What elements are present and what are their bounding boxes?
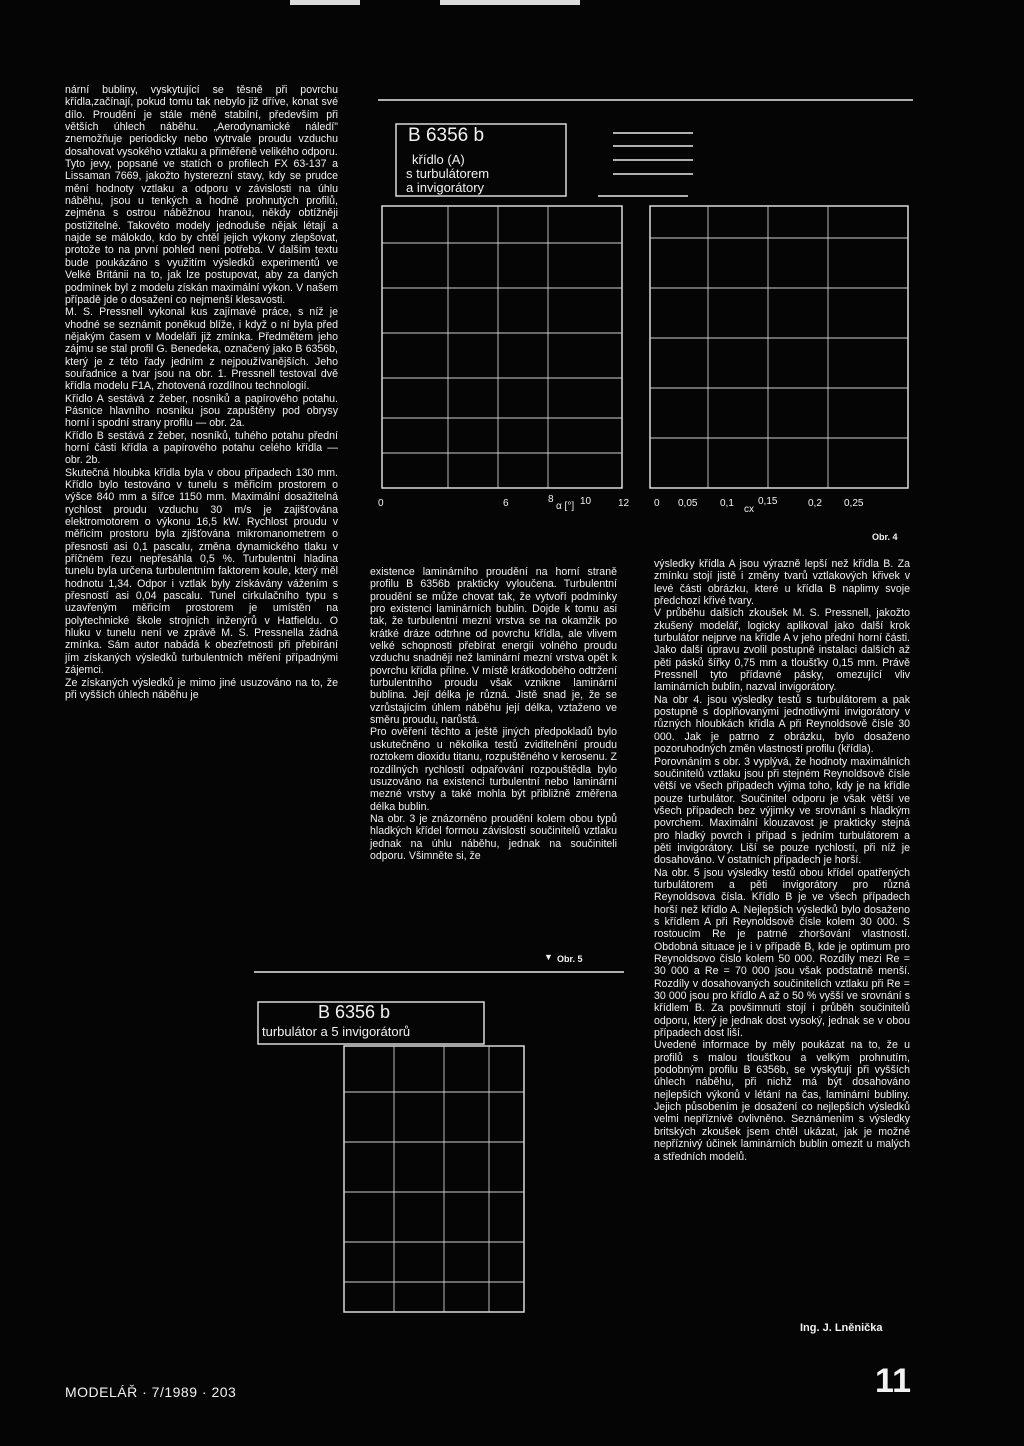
fig5-title: B 6356 b xyxy=(318,1002,391,1022)
fig4-subtitle-2: s turbulátorem xyxy=(406,166,490,181)
fig4-cx-tick-005: 0,05 xyxy=(678,498,698,509)
top-rule xyxy=(290,0,360,5)
column-2-text: existence laminárního proudění na horní straně profilu B 6356b prakticky vyloučena. Turbulentní proudění se může chovat tak, že vytvoří podmínky pro existenci laminárních bublin. Dojde k tomu asi tak, že turbulentní mezní vrstva se na okamžik po krátké dráze odtrhne od povrchu křídla, ale vlivem velké schopnosti přebírat energii volného proudu vzduchu snadněji než laminární mezní vrstva opět k povrchu křídla přilne. V místě krátkodobého odtržení turbulentního proudu však vznikne laminární bublina. Její délka je různá. Jistě snad je, že se vzrůstajícím úhlem náběhu její délka, vztaženo ve směru proudu, narůstá. Pro ověření těchto a ještě jiných předpokladů bylo uskutečněno u několika testů zviditelnění proudu roztokem dioxidu titanu, rozpuštěného v kerosenu. Z rozdílných rychlostí odpařování rozpouštědla bylo usuzováno na existenci turbulentní nebo laminární mezné vrstvy a také mohla být přibližně změřena délka bublin. Na obr. 3 je znázorněno proudění kolem obou typů hladkých křídel formou závislostí součinitelů vztlaku jednak na úhlu náběhu, jednak na součiniteli odporu. Všimněte si, že xyxy=(370,566,617,862)
top-rule xyxy=(440,0,580,5)
fig4-cx-tick-01: 0,1 xyxy=(720,498,734,509)
fig5-subtitle: turbulátor a 5 invigorátorů xyxy=(262,1024,411,1039)
fig4-cx-tick-025: 0,25 xyxy=(844,498,864,509)
fig4-alpha-tick-8: 8 xyxy=(548,494,554,505)
plot-frame xyxy=(344,1046,524,1312)
fig4-alpha-label: α [°] xyxy=(556,501,575,512)
fig4-cx-label: cx xyxy=(744,504,754,515)
plot-frame-left xyxy=(382,206,622,488)
figure-5 xyxy=(254,962,634,1322)
fig4-alpha-tick-10: 10 xyxy=(580,496,592,507)
fig5-caption: Obr. 5 xyxy=(557,954,583,964)
fig4-cx-tick-02: 0,2 xyxy=(808,498,822,509)
fig4-subtitle-1: křídlo (A) xyxy=(412,152,465,167)
fig4-cx-tick-0: 0 xyxy=(654,498,660,509)
fig5-marker-icon: ▼ xyxy=(544,952,553,962)
column-1-text: nární bubliny, vyskytující se těsně při povrchu křídla,začínají, pokud tomu tak nebylo již dříve, konat své dílo. Proudění je stále méně stabilní, především při větších úhlech náběhu. „Aerodynamické náledí" znemožňuje periodicky nebo vytrvale proudu vzduchu dosahovat vysokého vztlaku a přiměřeně velikého odporu. Tyto jevy, popsané ve statích o profilech FX 63-137 a Lissaman 7669, jakožto hysterezní stavy, kdy se prudce mění hodnoty vztlaku a odporu v závislosti na úhlu náběhu, jsou u tenkých a hodně prohnutých profilů, zejména s ostrou náběžnou hranou, někdy obtížněji postižitelné. Takovéto modely jednoduše nějak létají a najde se málokdo, kdo by chtěl jejich výkony zlepšovat, protože to na první pohled není potřeba. V dalším textu bude poukázáno s využitím výsledků experimentů ve Velké Británii na to, jak lze postupovat, aby za daných podmínek byl z modelu získán maximální výkon. V našem případě jde o dosažení co nejmenší klesavosti. M. S. Pressnell vykonal kus zajímavé práce, s níž je vhodné se seznámit poněkud blíže, i když o ní byla před nějakým časem v Modeláři již zmínka. Předmětem jeho zájmu se stal profil G. Benedeka, označený jako B 6356b, který je z této řady jedním z nejpoužívanějších. Jeho souřadnice a tvar jsou na obr. 1. Pressnell testoval dvě křídla modelu F1A, zhotovená rozdílnou technologií. Křídlo A sestává z žeber, nosníků a papírového potahu. Pásnice hlavního nosníku jsou zapuštěny pod obrysy horní i spodní strany profilu — obr. 2a. Křídlo B sestává z žeber, nosníků, tuhého potahu přední horní části křídla a papírového potahu celého křídla — obr. 2b. Skutečná hloubka křídla byla v obou případech 130 mm. Křídlo bylo testováno v tunelu s měřicím prostorem o výšce 840 mm a šířce 1150 mm. Maximální dosažitelná rychlost proudu vzduchu 30 m/s je zajišťována elektromotorem o výkonu 16,5 kW. Rychlost proudu v měřicím prostoru byla zjišťována mikromanometrem o přesnosti asi 0,1 pascalu, změna dynamického tlaku v příčném řezu nepřesáhla 0,5 %. Turbulentní hladina tunelu byla určena turbulentním faktorem koule, který měl hodnotu 1,34. Odpor i vztlak byly získávány vážením s přesností asi 0,04 pascalu. Tunel cirkulačního typu s uzavřeným měřicím prostorem je umístěn na polytechnické škole strojních inženýrů v Hatfieldu. O hluku v tunelu není ve zprávě M. S. Pressnella žádná zmínka. Sám autor nabádá k obezřetnosti při přebírání jím získaných výsledků turbulentních měření případnými zájemci. Ze získaných výsledků je mimo jiné usuzováno na to, že při vyšších úhlech náběhu je xyxy=(65,84,338,701)
author-signature: Ing. J. Lněnička xyxy=(800,1322,883,1334)
fig4-alpha-tick-0: 0 xyxy=(378,498,384,509)
fig4-cx-tick-015: 0,15 xyxy=(758,496,778,507)
page-footer: MODELÁŘ · 7/1989 · 203 xyxy=(65,1384,237,1400)
column-3-text: výsledky křídla A jsou výrazně lepší než křídla B. Za zmínku stojí jistě i změny tvarů vztlakových křivek v levé části obrázku, které u křídla B naplimy svoje předchozí křivé tvary. V průběhu dalších zkoušek M. S. Pressnell, jakožto zkušený modelář, logicky aplikoval jako další krok turbulátor nejprve na křídle A v jeho přední horní části. Jako další úpravu zvolil postupně instalaci dalších až pěti pásků šířky 0,75 mm a tloušťky 0,15 mm. Právě Pressnell tyto přídavné pásky, omezující vliv laminárních bublin, nazval invigorátory. Na obr 4. jsou výsledky testů s turbulátorem a pak postupně s doplňovanými jednotlivými invigorátory v různých hloubkách křídla A při Reynoldsově čísle 30 000. Jak je patrno z obrázku, bylo dosaženo pozoruhodných změn vlastností profilu (křídla). Porovnáním s obr. 3 vyplývá, že hodnoty maximálních součinitelů vztlaku jsou při stejném Reynoldsově čísle větší ve všech případech výjma toho, kdy je na křídle pouze turbulátor. Součinitel odporu je však větší ve všech případech bez výjimky ve srovnání s hladkým povrchem. Maximální klouzavost je prakticky stejná pro hladký povrch i případ s jedním turbulátorem a pěti invigorátory. Liší se pouze rychlostí, při níž je dosahováno. V ostatních případech je horší. Na obr. 5 jsou výsledky testů obou křídel opatřených turbulátorem a pěti invigorátory pro různá Reynoldsova čísla. Křídlo B je ve všech případech horší než křídlo A. Nejlepších výsledků bylo dosaženo s křídlem A při Reynoldsově čísle kolem 30 000. S rostoucím Re je patrné zhoršování vlastností. Obdobná situace je i v případě B, kde je optimum pro Reynoldsovo číslo kolem 50 000. Rozdíly mezi Re = 30 000 a Re = 70 000 jsou však podstatně menší. Rozdíly v dosahovaných součinitelích vztlaku při Re = 30 000 jsou pro křídlo A až o 50 % vyšší ve srovnání s křídlem B. Za povšimnutí stojí i průběh součinitelů odporu, který je jednak dost vysoký, jednak se v obou případech dost liší. Uvedené informace by měly poukázat na to, že u profilů s malou tloušťkou a velkým prohnutím, podobným profilu B 6356b, se vyskytují při vyšších úhlech náběhu, při nichž má být dosahováno nejlepších výkonů v létání na čas, laminární bubliny. Jejich působením je dosažení co nejlepších výsledků velmi nepříznivě ovlivněno. Seznámením s výsledky britských zkoušek jsem chtěl ukázat, jak je možné nepříznivý účinek laminárních bublin omezit u malých a středních modelů. xyxy=(654,558,910,1163)
fig4-alpha-tick-6: 6 xyxy=(503,498,509,509)
page-number: 11 xyxy=(875,1362,911,1400)
fig4-subtitle-3: a invigorátory xyxy=(406,180,485,195)
fig4-caption: Obr. 4 xyxy=(872,532,898,542)
figure-4 xyxy=(348,88,918,542)
fig4-alpha-tick-12: 12 xyxy=(618,498,630,509)
plot-frame-right xyxy=(650,206,908,488)
fig4-title: B 6356 b xyxy=(408,125,485,146)
